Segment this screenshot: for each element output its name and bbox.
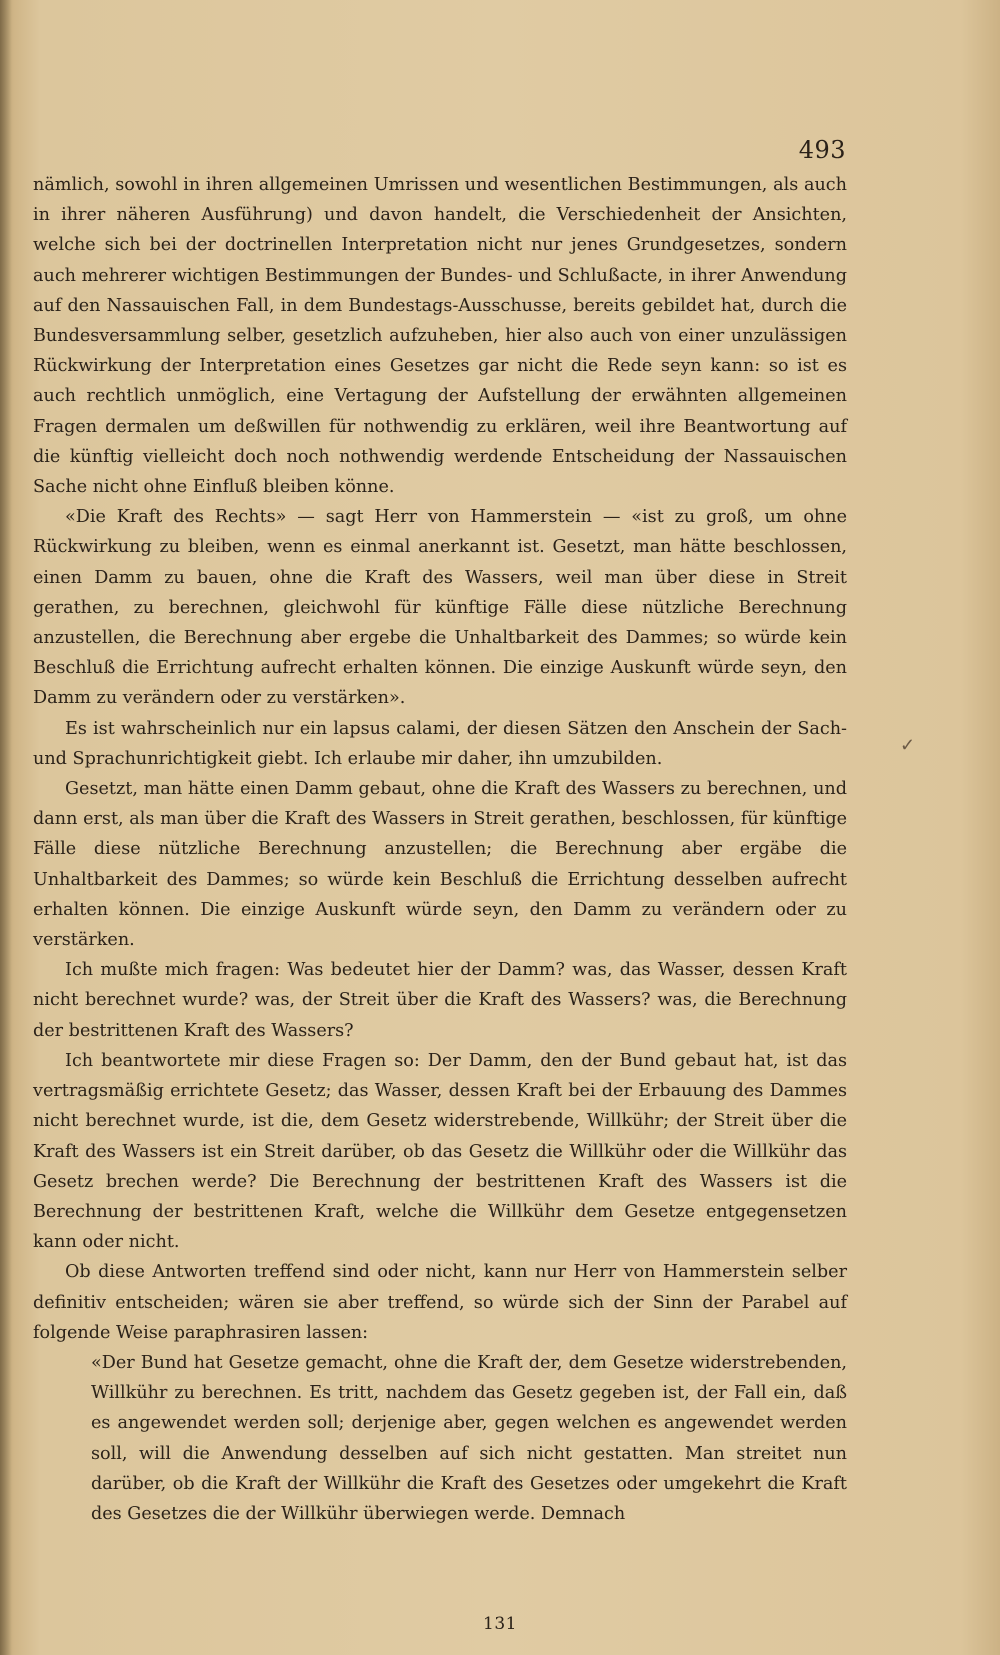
paragraph-5: Ich mußte mich fragen: Was bedeutet hier der Damm? was, das Wasser, dessen Kraft nicht berechnet wurde? was, der Streit über die Kraft des Wassers? was, die Berechnung der bestrittenen Kraft des Wassers? (33, 960, 847, 1041)
paragraph-3: Es ist wahrscheinlich nur ein lapsus calami, der diesen Sätzen den Anschein der Sach- und Sprachunrichtigkeit giebt. Ich erlaube mir daher, ihn umzubilden. (33, 718, 847, 769)
body-text (33, 170, 847, 1529)
margin-check-mark: ✓ (900, 735, 916, 756)
page-edge-shadow (0, 0, 12, 1655)
paragraph-7: Ob diese Antworten treffend sind oder nicht, kann nur Herr von Hammerstein selber definitiv entscheiden; wären sie aber treffend, so würde sich der Sinn der Parabel auf folgende Weise paraphrasiren lassen: (33, 1262, 847, 1343)
paragraph-8-quote: «Der Bund hat Gesetze gemacht, ohne die Kraft der, dem Gesetze widerstrebenden, Willkühr zu berechnen. Es tritt, nachdem das Gesetz gegeben ist, der Fall ein, daß es angewendet werden soll; derjenige aber, gegen welchen es angewendet werden soll, will die Anwendung desselben auf sich nicht gestatten. Man streitet nun darüber, ob die Kraft der Willkühr die Kraft des Gesetzes oder umgekehrt die Kraft des Gesetzes die der Willkühr überwiegen werde. Demnach (91, 1352, 847, 1524)
paragraph-6: Ich beantwortete mir diese Fragen so: Der Damm, den der Bund gebaut hat, ist das vertragsmäßig errichtete Gesetz; das Wasser, dessen Kraft bei der Erbauung des Dammes nicht berechnet wurde, ist die, dem Gesetz widerstrebende, Willkühr; der Streit über die Kraft des Wassers ist ein Streit darüber, ob das Gesetz die Willkühr oder die Willkühr das Gesetz brechen werde? Die Berechnung der bestrittenen Kraft des Wassers ist die Berechnung der bestrittenen Kraft, welche die Willkühr dem Gesetze entgegensetzen kann oder nicht. (33, 1050, 847, 1253)
page-number: 493 (798, 136, 846, 164)
paragraph-1: nämlich, sowohl in ihren allgemeinen Umrissen und wesentlichen Bestimmungen, als auch in ihrer näheren Ausführung) und davon handelt, die Verschiedenheit der Ansichten, welche sich bei der doctrinellen Interpretation nicht nur jenes Grundgesetzes, sondern auch mehrerer wichtigen Bestimmungen der Bundes- und Schlußacte, in ihrer Anwendung auf den Nassauischen Fall, in dem Bundestags-Ausschusse, bereits gebildet hat, durch die Bundesversammlung selber, gesetzlich aufzuheben, hier also auch von einer unzulässigen Rückwirkung der Interpretation eines Gesetzes gar nicht die Rede seyn kann: so ist es auch rechtlich unmöglich, eine Vertagung der Aufstellung der erwähnten allgemeinen Fragen dermalen um deßwillen für nothwendig zu erklären, weil ihre Beantwortung auf die künftig vielleicht doch noch nothwendig werdende Entscheidung der Nassauischen Sache nicht ohne Einfluß bleiben könne. (33, 175, 847, 498)
paragraph-4: Gesetzt, man hätte einen Damm gebaut, ohne die Kraft des Wassers zu berechnen, und dann erst, als man über die Kraft des Wassers in Streit gerathen, beschlossen, für künftige Fälle diese nützliche Berechnung anzustellen; die Berechnung aber ergäbe die Unhaltbarkeit des Dammes; so würde kein Beschluß die Errichtung desselben aufrecht erhalten können. Die einzige Auskunft würde seyn, den Damm zu verändern oder zu verstärken. (33, 779, 847, 951)
signature-mark: 131 (483, 1614, 517, 1634)
paragraph-2: «Die Kraft des Rechts» — sagt Herr von Hammerstein — «ist zu groß, um ohne Rückwirkung zu bleiben, wenn es einmal anerkannt ist. Gesetzt, man hätte beschlossen, einen Damm zu bauen, ohne die Kraft des Wassers, weil man über diese in Streit gerathen, zu berechnen, gleichwohl für künftige Fälle diese nützliche Berechnung anzustellen, die Berechnung aber ergebe die Unhaltbarkeit des Dammes; so würde kein Beschluß die Errichtung aufrecht erhalten können. Die einzige Auskunft würde seyn, den Damm zu verändern oder zu verstärken». (33, 507, 847, 709)
